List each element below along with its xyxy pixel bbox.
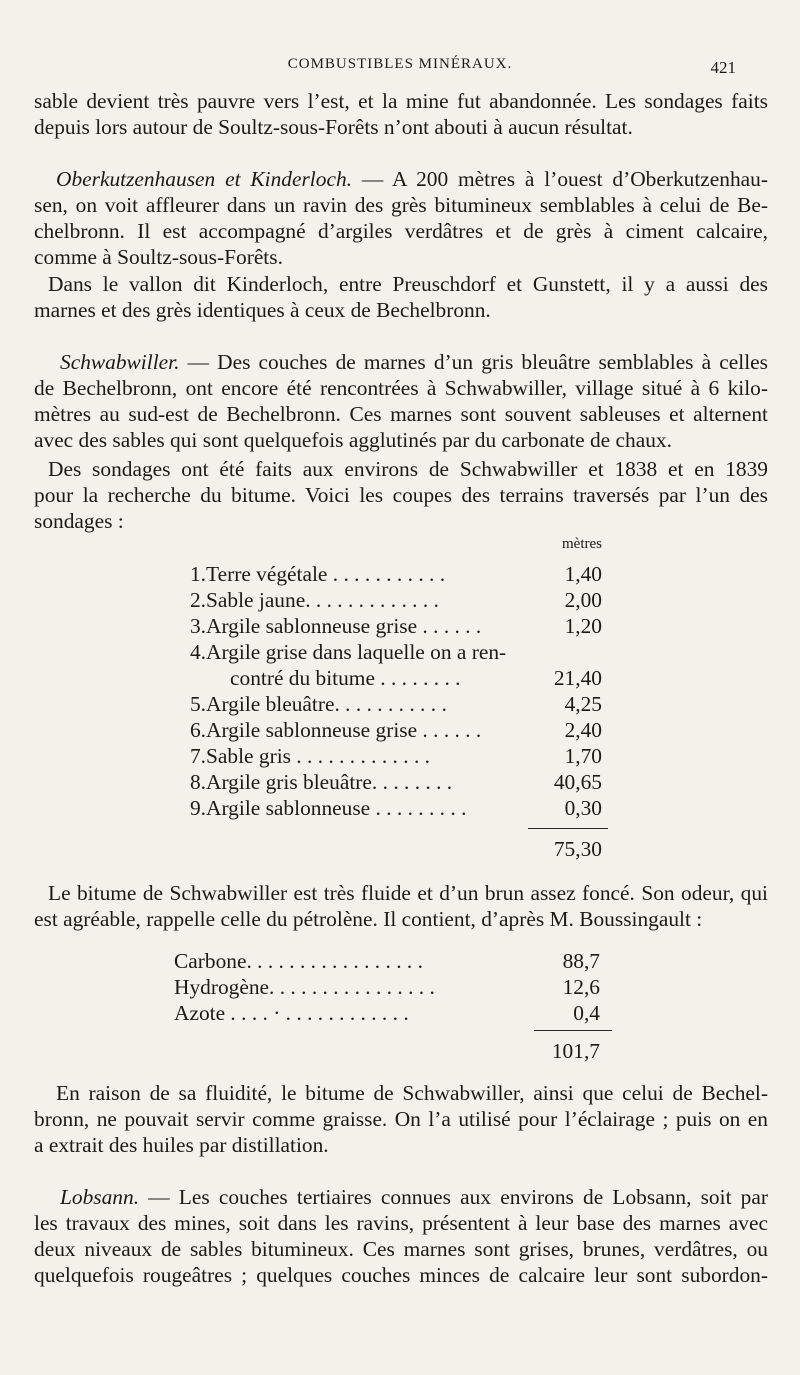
text-line: comme à Soultz-sous-Forêts. (34, 245, 283, 269)
total-rule (528, 828, 608, 829)
strata-table (178, 536, 608, 821)
unit-header: mètres (562, 536, 602, 552)
text-line: Des sondages ont été faits aux environs de Schwabwiller et 1838 et en 1839 (48, 457, 768, 481)
text-line: sen, on voit affleurer dans un ravin des grès bitumineux semblables à celui de Be- (34, 193, 768, 217)
page-number: 421 (710, 58, 736, 77)
text-line: Le bitume de Schwabwiller est très fluide et d’un brun assez foncé. Son odeur, qui (48, 881, 768, 905)
text-line: marnes et des grès identiques à ceux de Bechelbronn. (34, 298, 491, 322)
composition-table (174, 948, 602, 1026)
paragraph-lobsann (34, 1184, 768, 1288)
text-line: avec des sables qui sont quelquefois agglutinés par du carbonate de chaux. (34, 428, 672, 452)
total-row (178, 836, 608, 862)
table-row: 5. Argile bleuâtre. . . . . . . . . . . 4,25 (189, 692, 602, 716)
table-row: Carbone. . . . . . . . . . . . . . . . . 88,7 (174, 949, 600, 973)
table-row: 3. Argile sablonneuse grise . . . . . . 1,20 (189, 614, 602, 638)
text-line: chelbronn. Il est accompagné d’argiles verdâtres et de grès à ciment calcaire, (34, 219, 768, 243)
paragraph-fluidite (34, 1080, 768, 1158)
paragraph-oberkutzenhausen (34, 166, 768, 270)
total-value: 75,30 (553, 837, 602, 861)
table-row: 7. Sable gris . . . . . . . . . . . . . 1,70 (189, 744, 602, 768)
text-line: les travaux des mines, soit dans les ravins, présentent à leur base des marnes avec (34, 1211, 768, 1235)
total-row (174, 1038, 602, 1064)
text-line: de Bechelbronn, ont encore été rencontrées à Schwabwiller, village situé à 6 kilo- (34, 376, 768, 400)
table-row: 9. Argile sablonneuse . . . . . . . . . 0,30 (189, 796, 602, 820)
table-row: 6. Argile sablonneuse grise . . . . . . 2,40 (189, 718, 602, 742)
text-line: pour la recherche du bitume. Voici les coupes des terrains traversés par l’un des (34, 483, 768, 507)
text-line: Dans le vallon dit Kinderloch, entre Preuschdorf et Gunstett, il y a aussi des (48, 272, 768, 296)
composition-total (174, 1038, 602, 1064)
table-row: 2. Sable jaune. . . . . . . . . . . . . 2,00 (189, 588, 602, 612)
text-line: sondages : (34, 509, 124, 533)
running-head: COMBUSTIBLES MINÉRAUX. (287, 56, 513, 72)
paragraph-schwabwiller (34, 349, 768, 453)
table-row: contré du bitume . . . . . . . . 21,40 (230, 666, 602, 690)
table-row: 1. Terre végétale . . . . . . . . . . . 1,40 (189, 562, 602, 586)
paragraph-bitume (34, 880, 768, 932)
strata-total (178, 836, 608, 862)
text-line: Lobsann. — Les couches tertiaires connues aux environs de Lobsann, soit par (60, 1185, 768, 1209)
text-line: a extrait des huiles par distillation. (34, 1133, 329, 1157)
text-line: depuis lors autour de Soultz-sous-Forêts n’ont abouti à aucun résultat. (34, 115, 633, 139)
paragraph-soultz (34, 88, 768, 140)
paragraph-sondages (34, 456, 768, 534)
page-header (0, 56, 800, 80)
text-line: quelquefois rougeâtres ; quelques couches minces de calcaire leur sont subordon- (34, 1263, 768, 1287)
text-line: Oberkutzenhausen et Kinderloch. — A 200 mètres à l’ouest d’Oberkutzenhau- (56, 167, 768, 191)
total-rule (534, 1030, 612, 1031)
text-line: mètres au sud-est de Bechelbronn. Ces marnes sont souvent sableuses et alternent (34, 402, 768, 426)
paragraph-kinderloch (34, 271, 768, 323)
table-row: Azote . . . . · . . . . . . . . . . . . 0,4 (174, 1001, 600, 1025)
text-line: bronn, ne pouvait servir comme graisse. On l’a utilisé pour l’éclairage ; puis on en (34, 1107, 768, 1131)
text-line: sable devient très pauvre vers l’est, et la mine fut abandonnée. Les sondages faits (34, 89, 768, 113)
table-row: 8. Argile gris bleuâtre. . . . . . . . 40,65 (189, 770, 602, 794)
text-line: deux niveaux de sables bitumineux. Ces marnes sont grises, brunes, verdâtres, ou (34, 1237, 768, 1261)
table-row: Hydrogène. . . . . . . . . . . . . . . . 12,6 (174, 975, 600, 999)
text-line: est agréable, rappelle celle du pétrolène. Il contient, d’après M. Boussingault : (34, 907, 703, 931)
section-heading: Oberkutzenhausen et Kinderloch. (56, 167, 352, 191)
text-line: Schwabwiller. — Des couches de marnes d’un gris bleuâtre semblables à celles (60, 350, 768, 374)
text-line: En raison de sa fluidité, le bitume de Schwabwiller, ainsi que celui de Bechel- (56, 1081, 768, 1105)
section-heading: Schwabwiller. (60, 350, 180, 374)
total-value: 101,7 (551, 1039, 600, 1063)
section-heading: Lobsann. (60, 1185, 140, 1209)
table-row: 4. Argile grise dans laquelle on a ren- (189, 640, 507, 664)
